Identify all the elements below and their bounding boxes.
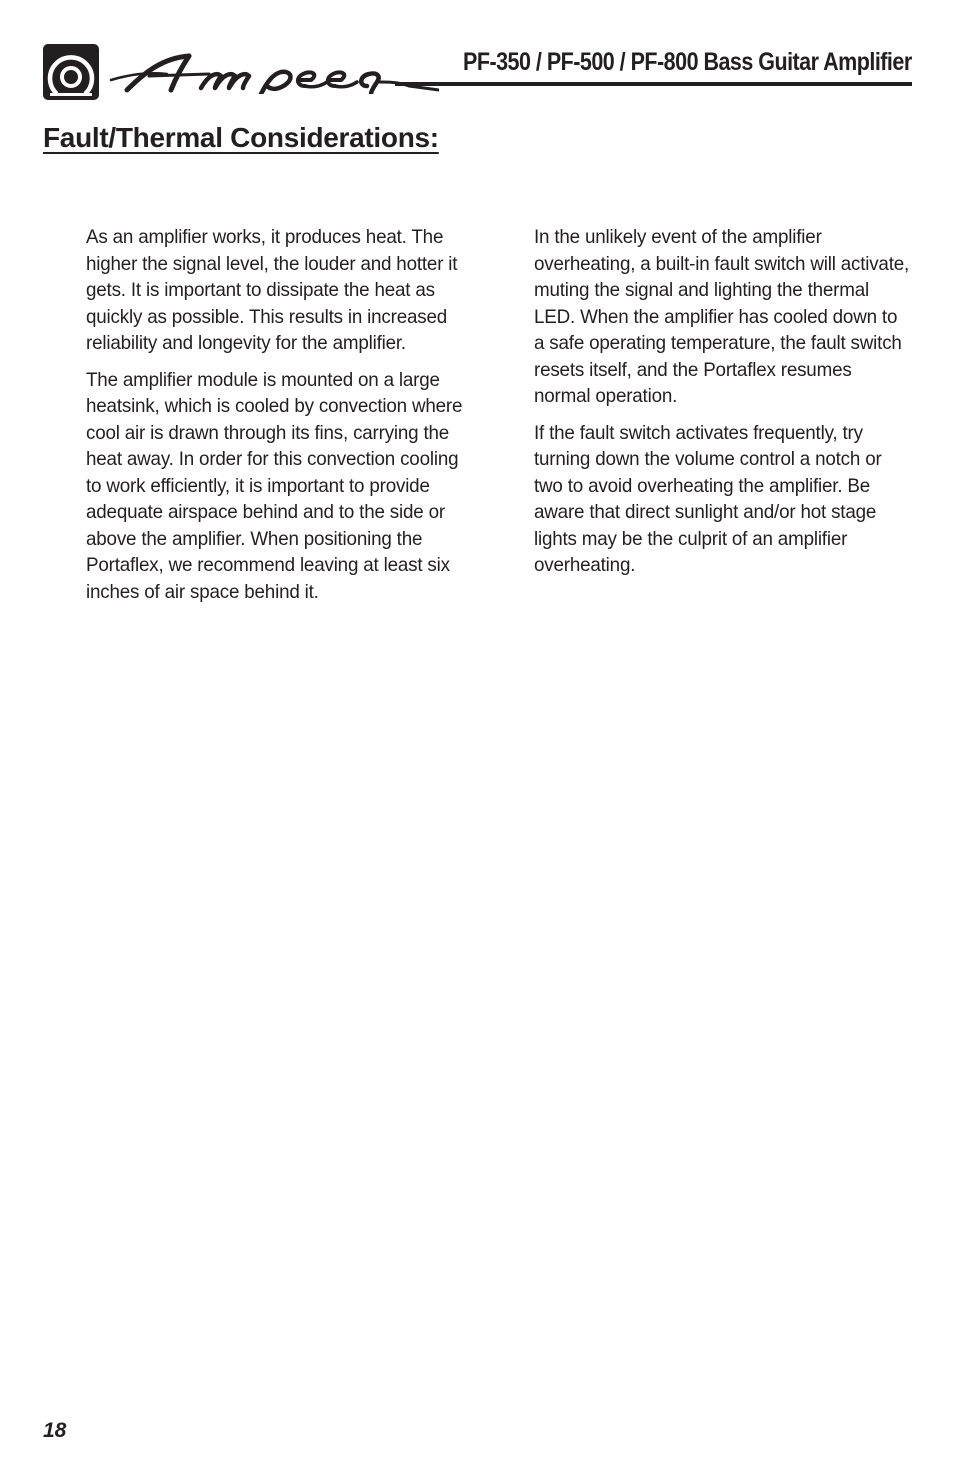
paragraph: The amplifier module is mounted on a large heatsink, which is cooled by convection where cool air is drawn through its fins, carrying the heat away. In order for this convection cooling to work efficiently, it is important to provide adequate airspace behind and to the side or above the amplifier. When positioning the Portaflex, we recommend leaving at least six inches of air space behind it. (86, 368, 463, 603)
paragraph: In the unlikely event of the amplifier overheating, a built-in fault switch will activate, muting the signal and lighting the thermal LED. When the amplifier has cooled down to a safe operating temperature, the fault switch resets itself, and the Portaflex resumes normal operation. (534, 226, 910, 407)
document-title: PF-350 / PF-500 / PF-800 Bass Guitar Amplifier (463, 48, 912, 76)
paragraph: As an amplifier works, it produces heat. The higher the signal level, the louder and hotter it gets. It is important to dissipate the heat as quickly as possible. This results in increased reliability and longevity for the amplifier. (86, 226, 458, 354)
page-header (43, 44, 912, 100)
page-number: 18 (43, 1419, 67, 1442)
paragraph: If the fault switch activates frequently, try turning down the volume control a notch or two to avoid overheating the amplifier. Be aware that direct sunlight and/or hot stage lights may be the culprit of an amplifier overheating. (534, 421, 882, 576)
ampeg-script-logo (109, 52, 439, 94)
section-heading: Fault/Thermal Considerations: (43, 122, 439, 153)
right-column (534, 224, 924, 589)
header-rule (395, 82, 912, 86)
ampeg-speaker-logo-icon (43, 44, 99, 100)
left-column (86, 224, 476, 615)
